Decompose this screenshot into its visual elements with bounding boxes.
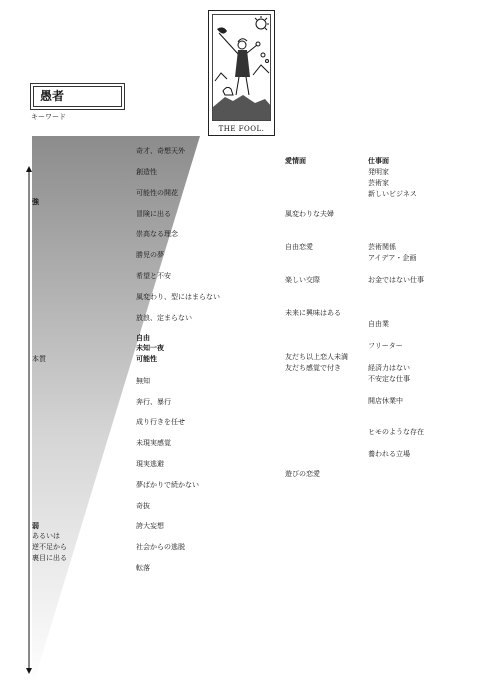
keyword-item: 転落	[136, 564, 150, 572]
work-item: 養われる立場	[368, 450, 410, 458]
keyword-item: 放浪、定まらない	[136, 314, 192, 322]
relationship-item: 遊びの恋愛	[285, 470, 320, 478]
keyword-item: 勝児の夢	[136, 251, 164, 259]
work-header: 仕事面	[368, 157, 389, 165]
keyword-item: 未現実感覚	[136, 439, 171, 447]
relationship-item: 風変わりな夫婦	[285, 210, 334, 218]
work-item: フリーター	[368, 342, 403, 350]
keyword-item: 無知	[136, 377, 150, 385]
work-item: お金ではない仕事	[368, 276, 424, 284]
axis-label-strong: 強	[32, 198, 39, 206]
relationship-item: 自由恋愛	[285, 243, 313, 251]
axis-label-weak-4: 裏目に出る	[32, 554, 67, 562]
keyword-item: 冒険に出る	[136, 210, 171, 218]
arrow-down-icon	[26, 668, 32, 674]
keyword-item: 可能性の開花	[136, 189, 178, 197]
relationship-header: 愛情面	[285, 157, 306, 165]
keyword-item: 奔行、暴行	[136, 398, 171, 406]
work-item: アイデア・企画	[368, 254, 417, 262]
work-item: 発明家	[368, 168, 389, 176]
keyword-item: 可能性	[136, 355, 157, 363]
keyword-item: 希望と不安	[136, 272, 171, 280]
keyword-item: 奇抜	[136, 502, 150, 510]
keyword-item: 社会からの逃脱	[136, 543, 185, 551]
keyword-item: 現実逃避	[136, 460, 164, 468]
keyword-item: 創造性	[136, 168, 157, 176]
tarot-card-image	[208, 10, 275, 136]
card-caption: THE FOOL.	[218, 125, 265, 133]
relationship-item: 未来に興味はある	[285, 309, 341, 317]
card-illustration	[212, 14, 271, 121]
keyword-item: 成り行きを任せ	[136, 418, 185, 426]
work-item: 開店休業中	[368, 397, 403, 405]
work-item: 経済力はない	[368, 364, 410, 372]
work-item: 不安定な仕事	[368, 375, 410, 383]
work-item: 芸術家	[368, 179, 389, 187]
keyword-label: キーワード	[31, 113, 66, 121]
axis-label-weak-3: 逆不足から	[32, 543, 67, 551]
keyword-item: 自由	[136, 334, 150, 342]
keyword-item: 未知一夜	[136, 344, 164, 352]
keyword-item: 奇才、奇想天外	[136, 147, 185, 155]
work-item: 芸術関係	[368, 243, 396, 251]
relationship-item: 友だち感覚で付き	[285, 364, 341, 372]
strength-axis	[24, 166, 34, 674]
keyword-item: 風変わり、型にはまらない	[136, 293, 220, 301]
arrow-up-icon	[26, 166, 32, 172]
intensity-gradient	[32, 136, 200, 688]
work-item: 新しいビジネス	[368, 190, 417, 198]
keyword-item: 夢ばかりで続かない	[136, 481, 199, 489]
relationship-item: 友だち以上恋人未満	[285, 353, 348, 361]
relationship-item: 楽しい交際	[285, 276, 320, 284]
keyword-item: 誇大妄想	[136, 522, 164, 530]
axis-label-essence: 本質	[32, 355, 46, 363]
page-title: 愚者	[33, 86, 122, 107]
fool-figure-icon	[213, 15, 271, 121]
keyword-item: 崇高なる理念	[136, 230, 178, 238]
work-item: ヒモのような存在	[368, 428, 424, 436]
work-item: 自由業	[368, 320, 389, 328]
axis-label-weak-2: あるいは	[32, 532, 60, 540]
axis-label-weak: 弱	[32, 522, 39, 530]
title-box	[30, 83, 125, 110]
